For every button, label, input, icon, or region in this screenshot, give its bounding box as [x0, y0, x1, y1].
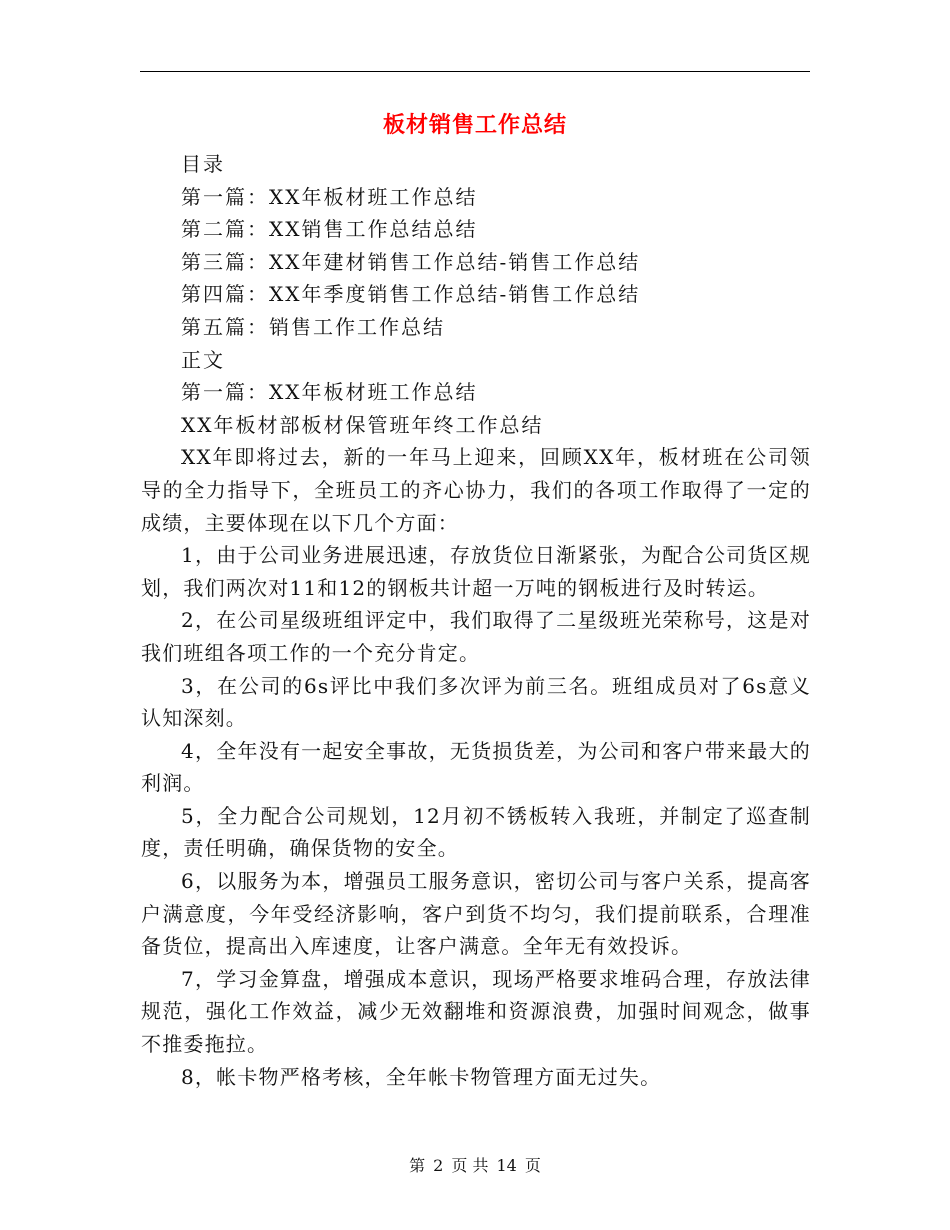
footer-prefix: 第 — [409, 1156, 426, 1175]
header-rule — [140, 71, 810, 72]
document-title: 板材销售工作总结 — [382, 112, 567, 138]
toc-item: 第五篇：销售工作工作总结 — [181, 314, 445, 339]
body-paragraph: 3，在公司的6s评比中我们多次评为前三名。班组成员对了6s意义认知深刻。 — [141, 673, 811, 731]
body-paragraph: 4，全年没有一起安全事故，无货损货差，为公司和客户带来最大的利润。 — [141, 738, 811, 796]
body-paragraph: 5，全力配合公司规划，12月初不锈板转入我班，并制定了巡查制度，责任明确，确保货物的安全。 — [141, 803, 811, 861]
body-paragraph: 8，帐卡物严格考核，全年帐卡物管理方面无过失。 — [181, 1064, 662, 1089]
body-heading: 正文 — [181, 347, 225, 372]
page-footer — [0, 1153, 950, 1176]
section-title: 第一篇：XX年板材班工作总结 — [181, 380, 478, 405]
toc-item: 第三篇：XX年建材销售工作总结-销售工作总结 — [181, 249, 641, 274]
toc-item: 第四篇：XX年季度销售工作总结-销售工作总结 — [181, 282, 641, 307]
toc-item: 第一篇：XX年板材班工作总结 — [181, 184, 478, 209]
page-number: 2 — [433, 1156, 444, 1175]
body-paragraph: XX年即将过去，新的一年马上迎来，回顾XX年，板材班在公司领导的全力指导下，全班员工的齐心协力，我们的各项工作取得了一定的成绩，主要体现在以下几个方面： — [141, 445, 811, 535]
toc-item: 第二篇：XX销售工作总结总结 — [181, 217, 478, 242]
section-subtitle: XX年板材部板材保管班年终工作总结 — [181, 412, 544, 437]
footer-suffix: 页 — [524, 1156, 541, 1175]
page-total: 14 — [496, 1156, 517, 1175]
toc-heading: 目录 — [181, 152, 225, 176]
document-body — [141, 148, 811, 1093]
body-paragraph: 6，以服务为本，增强员工服务意识，密切公司与客户关系，提高客户满意度，今年受经济影响，客户到货不均匀，我们提前联系，合理准备货位，提高出入库速度，让客户满意。全年无有效投诉。 — [141, 869, 811, 959]
body-paragraph: 2，在公司星级班组评定中，我们取得了二星级班光荣称号，这是对我们班组各项工作的一个充分肯定。 — [141, 608, 811, 665]
body-paragraph: 7，学习金算盘，增强成本意识，现场严格要求堆码合理，存放法律规范，强化工作效益，减少无效翻堆和资源浪费，加强时间观念，做事不推委拖拉。 — [141, 966, 811, 1057]
footer-middle: 页 共 — [451, 1156, 489, 1175]
body-paragraph: 1，由于公司业务进展迅速，存放货位日渐紧张，为配合公司货区规划，我们两次对11和12的钢板共计超一万吨的钢板进行及时转运。 — [141, 543, 811, 600]
